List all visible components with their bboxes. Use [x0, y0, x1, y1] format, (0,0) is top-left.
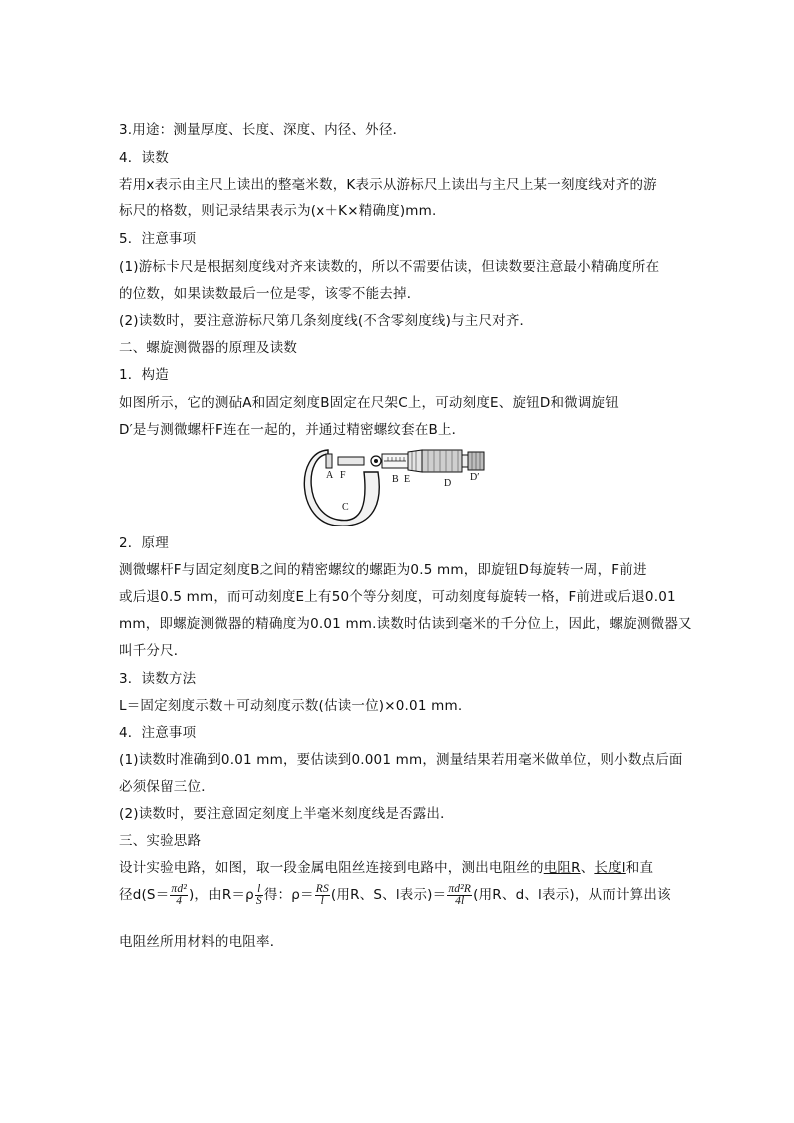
- text-line-formula-rho: 径d(S＝ $\frac{\text{πd²}}{4}$ )，由R＝ρ $\frac{l}{S}$ 得：ρ＝ $\frac{RS}{l}$ (用R、S、l表示)＝ $\frac{\text{πd²R}}{4l}$ (用R、d、l表示)，从而计算出该: [119, 882, 671, 907]
- label-C: C: [342, 502, 349, 513]
- label-A: A: [326, 470, 334, 481]
- label-D: D: [444, 478, 452, 489]
- text-line: (1)游标卡尺是根据刻度线对齐来读数的，所以不需要估读，但读数要注意最小精确度所在: [119, 259, 660, 275]
- label-E: E: [404, 474, 411, 485]
- text-line: (1)读数时准确到0.01 mm，要估读到0.001 mm，测量结果若用毫米做单位，则小数点后面: [119, 752, 683, 768]
- underlined-resistance: 电阻R: [543, 860, 581, 876]
- fraction-area: $\frac{\text{πd²}}{4}$: [171, 882, 187, 907]
- text-line: 如图所示，它的测砧A和固定刻度B固定在尺架C上，可动刻度E、旋钮D和微调旋钮: [119, 395, 619, 411]
- text-line: 若用x表示由主尺上读出的整毫米数，K表示从游标尺上读出与主尺上某一刻度线对齐的游: [119, 177, 657, 193]
- heading-structure: 1．构造: [119, 367, 169, 383]
- anvil-shape: [326, 454, 332, 468]
- underlined-length: 长度l: [594, 860, 626, 876]
- text-line: 测微螺杆F与固定刻度B之间的精密螺纹的螺距为0.5 mm，即旋钮D每旋转一周，F前进: [119, 562, 647, 578]
- text-line-usage: 3.用途：测量厚度、长度、深度、内径、外径．: [119, 122, 407, 138]
- label-D-prime: D′: [470, 472, 480, 483]
- heading-principle: 2．原理: [119, 535, 169, 551]
- section-heading-micrometer: 二、螺旋测微器的原理及读数: [119, 340, 298, 356]
- fraction-rs-over-l: $\frac{RS}{l}$: [315, 882, 329, 907]
- fraction-pi-d2-r-over-4l: $\frac{\text{πd²R}}{4l}$: [448, 882, 472, 907]
- text-line: 的位数，如果读数最后一位是零，该零不能去掉．: [119, 286, 421, 302]
- heading-notes-2: 4．注意事项: [119, 725, 197, 741]
- text-line: 或后退0.5 mm，而可动刻度E上有50个等分刻度，可动刻度每旋转一格，F前进或后退0.01: [119, 589, 676, 605]
- text-line: 电阻丝所用材料的电阻率．: [119, 934, 284, 950]
- text-line: mm，即螺旋测微器的精确度为0.01 mm.读数时估读到毫米的千分位上，因此，螺旋测微器又: [119, 616, 692, 632]
- thimble-shape: [408, 450, 422, 472]
- text-line: 叫千分尺．: [119, 643, 188, 659]
- heading-reading: 4．读数: [119, 150, 169, 166]
- text-line-experiment: 设计实验电路，如图，取一段金属电阻丝连接到电路中，测出电阻丝的电阻R、长度l和直: [119, 860, 654, 876]
- text-line-formula: L＝固定刻度示数＋可动刻度示数(估读一位)×0.01 mm.: [119, 698, 463, 714]
- text-line: (2)读数时，要注意固定刻度上半毫米刻度线是否露出．: [119, 806, 454, 822]
- fraction-l-over-s: $\frac{l}{S}$: [255, 882, 262, 907]
- label-F: F: [340, 470, 346, 481]
- text-line: D′是与测微螺杆F连在一起的，并通过精密螺纹套在B上．: [119, 422, 466, 438]
- section-heading-experiment: 三、实验思路: [119, 833, 202, 849]
- text-line: (2)读数时，要注意游标尺第几条刻度线(不含零刻度线)与主尺对齐．: [119, 313, 534, 329]
- heading-reading-method: 3．读数方法: [119, 671, 197, 687]
- micrometer-figure: [298, 448, 494, 526]
- text-line: 必须保留三位．: [119, 779, 215, 795]
- lock-center: [374, 459, 378, 463]
- heading-notes: 5．注意事项: [119, 231, 197, 247]
- text-line: 标尺的格数，则记录结果表示为(x＋K×精确度)mm.: [119, 203, 437, 219]
- spindle-shape: [338, 457, 364, 465]
- label-B: B: [392, 474, 399, 485]
